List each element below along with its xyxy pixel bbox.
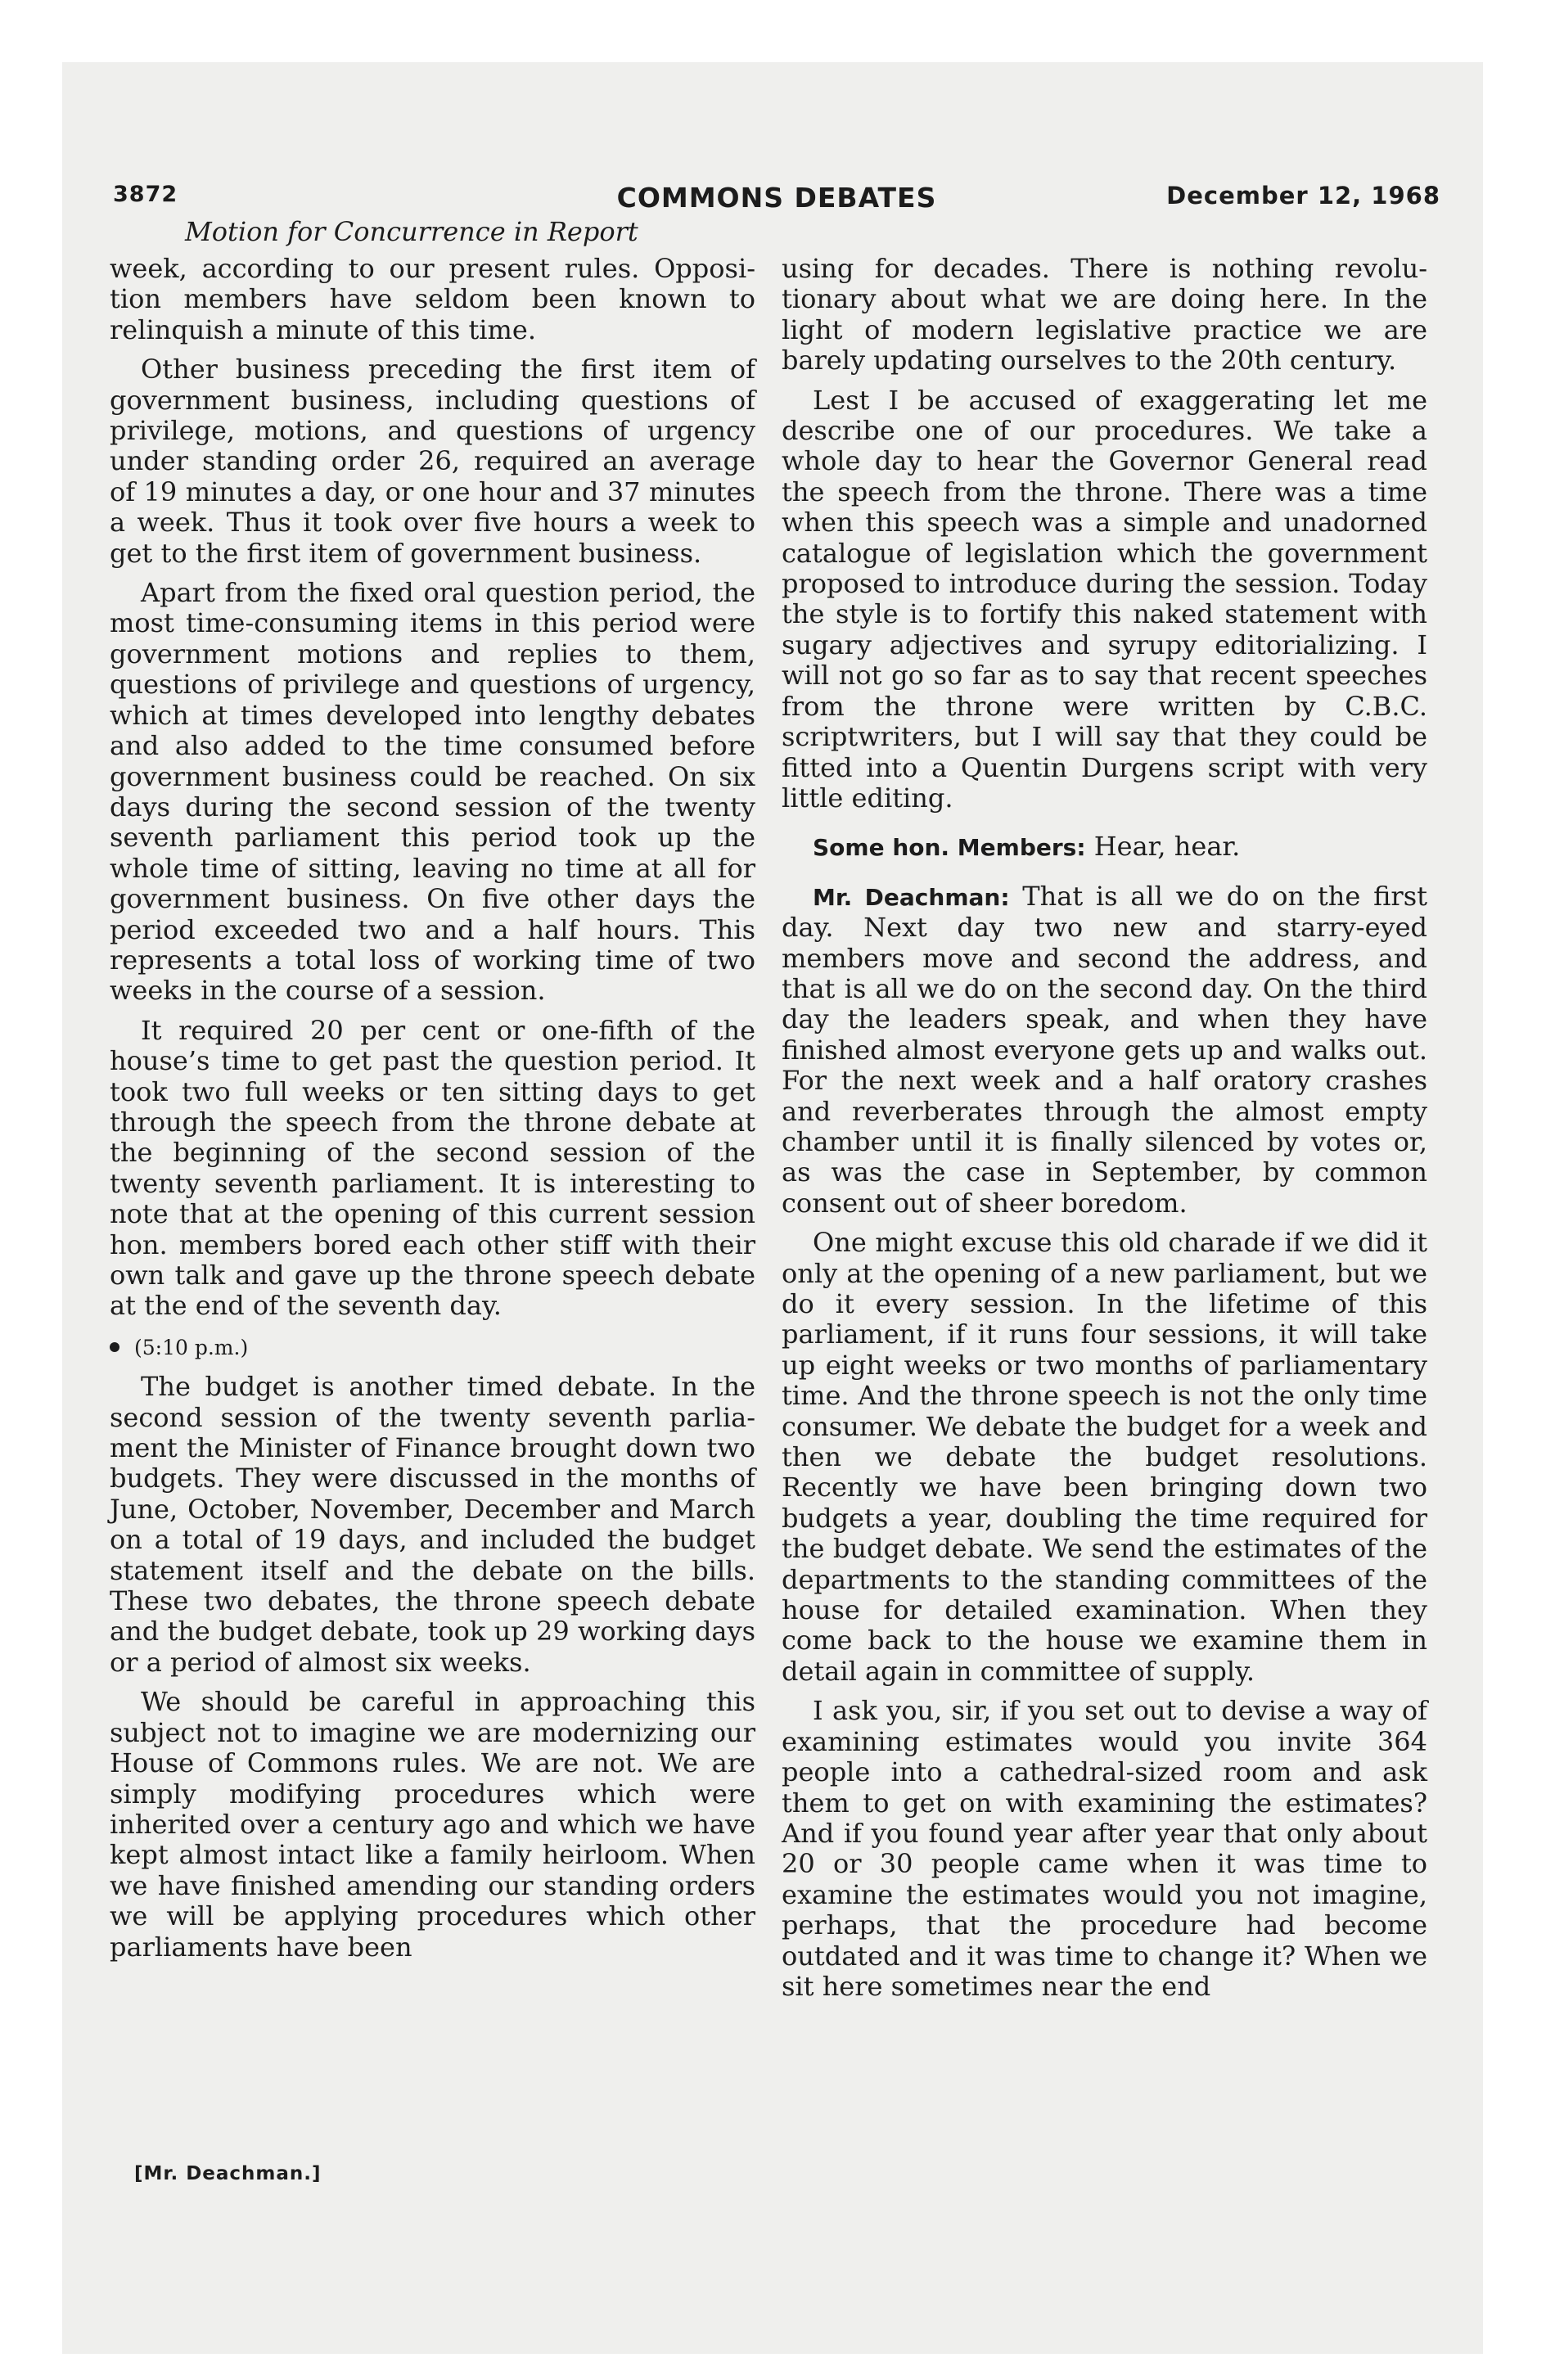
page-date: December 12, 1968 (1166, 182, 1440, 210)
paragraph: One might excuse this old charade if we did it only at the opening of a new parliament, but we do it every session. In the lifetime of this parliament, if it runs four sessions, it will take up eight weeks or two months of parliamentary time. And the throne speech is not the only time consumer. We debate the budget for a week and then we debate the budget resolutions. Recently we have been bringing down two budgets a year, doubling the time required for the budget debate. We send the estimates of the departments to the standing committees of the house for detailed examination. When they come back to the house we examine them in detail again in committee of supply. (782, 1227, 1427, 1687)
speech-text: Hear, hear. (1093, 831, 1241, 863)
speaker-name: Some hon. Members: (813, 834, 1086, 862)
speaker-name: Mr. Deachman: (813, 883, 1010, 911)
bullet-icon (110, 1342, 119, 1352)
speaker-paragraph (782, 832, 1427, 863)
paragraph: I ask you, sir, if you set out to devise a way of examining estimates would you invite 364 people into a cathedral-sized room and ask them to get on with examining the estimates? And if you found year after year that only about 20 or 30 people came when it was time to examine the estimates would you not imagine, perhaps, that the procedure had become outdated and it was time to change it? When we sit here sometimes near the end (782, 1695, 1427, 2002)
section-subheading: Motion for Concurrence in Report (185, 216, 638, 247)
speaker-paragraph (782, 881, 1427, 1219)
time-marker-text: (5:10 p.m.) (134, 1335, 249, 1359)
paragraph: The budget is another timed debate. In the second session of the twenty seventh parliament the Minister of Finance brought down two budgets. They were discussed in the months of June, October, November, December and March on a total of 19 days, and included the budget statement itself and the debate on the bills. These two debates, the throne speech debate and the budget debate, took up 29 working days or a period of almost six weeks. (110, 1371, 755, 1678)
paragraph: Lest I be accused of exaggerating let me describe one of our procedures. We take a whole day to hear the Governor General read the speech from the throne. There was a time when this speech was a simple and unadorned catalogue of legislation which the government proposed to introduce during the session. Today the style is to fortify this naked statement with sugary adjectives and syrupy editorializing. I will not go so far as to say that recent speeches from the throne were written by C.B.C. scriptwriters, but I will say that they could be fitted into a Quentin Durgens script with very little editing. (782, 384, 1427, 814)
right-column (782, 254, 1427, 2002)
paragraph: It required 20 per cent or one-fifth of the house’s time to get past the question period. It took two full weeks or ten sitting days to get through the speech from the throne debate at the beginning of the second session of the twenty seventh parliament. It is interesting to note that at the opening of this current session hon. members bored each other stiff with their own talk and gave up the throne speech debate at the end of the seventh day. (110, 1014, 755, 1322)
speaker-footer: [Mr. Deachman.] (134, 2163, 322, 2184)
paragraph: using for decades. There is nothing revolutionary about what we are doing here. In the light of modern legislative practice we are barely updating ourselves to the 20th century. (782, 253, 1427, 376)
paragraph: Apart from the fixed oral question period, the most time-consuming items in this period were government motions and replies to them, questions of privilege and questions of urgency, which at times developed into lengthy debates and also added to the time consumed before government business could be reached. On six days during the second session of the twenty seventh parliament this period took up the whole time of sitting, leaving no time at all for government business. On five other days the period exceeded two and a half hours. This represents a total loss of working time of two weeks in the course of a session. (110, 577, 755, 1007)
paragraph: We should be careful in approaching this subject not to imagine we are modernizing our House of Commons rules. We are not. We are simply modifying procedures which were inherited over a century ago and which we have kept almost intact like a family heirloom. When we have finished amending our standing orders we will be applying procedures which other parliaments have been (110, 1686, 755, 1963)
paragraph: week, according to our present rules. Opposition members have seldom been known to relinquish a minute of this time. (110, 253, 755, 345)
paragraph: Other business preceding the first item of government business, including questions of privilege, motions, and questions of urgency under standing order 26, required an average of 19 minutes a day, or one hour and 37 minutes a week. Thus it took over five hours a week to get to the first item of government business. (110, 354, 755, 569)
time-marker (110, 1331, 755, 1363)
publication-title: COMMONS DEBATES (616, 182, 937, 214)
speech-text: That is all we do on the first day. Next day two new and starry-eyed members move and second the address, and that is all we do on the second day. On the third day the leaders speak, and when they have finished almost everyone gets up and walks out. For the next week and a half oratory crashes and reverberates through the almost empty chamber until it is finally silenced by votes or, as was the case in September, by common consent out of sheer boredom. (782, 880, 1427, 1219)
page-header (113, 182, 1440, 218)
page-number: 3872 (113, 182, 178, 207)
left-column (110, 254, 755, 1963)
